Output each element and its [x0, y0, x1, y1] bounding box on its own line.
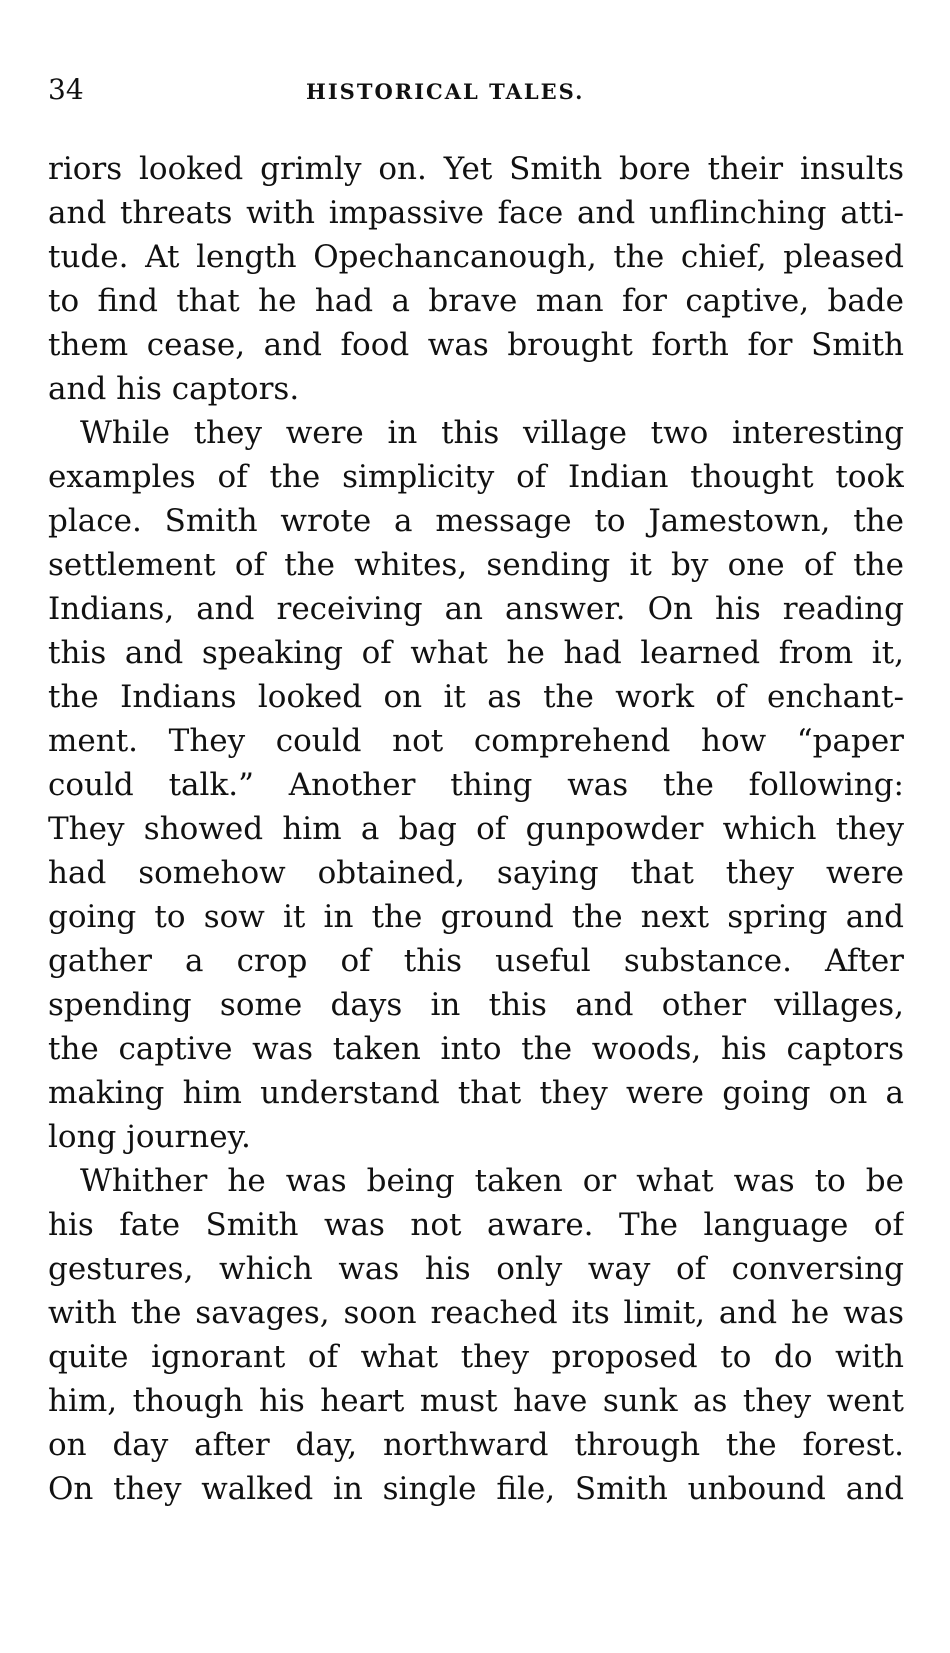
text-line: settlement of the whites, sending it by one of the — [48, 547, 904, 583]
text-line: quite ignorant of what they proposed to do with — [48, 1339, 904, 1375]
text-line: On they walked in single file, Smith unbound and — [48, 1471, 904, 1507]
text-line: ment. They could not comprehend how “paper — [48, 723, 904, 759]
paragraph-3 — [48, 1159, 904, 1511]
text-line: them cease, and food was brought forth for Smith — [48, 327, 904, 363]
paragraph-2 — [48, 411, 904, 1159]
text-line: riors looked grimly on. Yet Smith bore their insults — [48, 151, 904, 187]
text-line: While they were in this village two interesting — [80, 415, 904, 451]
text-line: and threats with impassive face and unflinching atti- — [48, 195, 904, 231]
text-line: going to sow it in the ground the next spring and — [48, 899, 904, 935]
page-number: 34 — [48, 73, 84, 106]
text-line: They showed him a bag of gunpowder which they — [48, 811, 904, 847]
text-line: him, though his heart must have sunk as they went — [48, 1383, 904, 1419]
text-line: place. Smith wrote a message to Jamestown, the — [48, 503, 904, 539]
paragraph-1 — [48, 147, 904, 411]
text-line: Whither he was being taken or what was to be — [80, 1163, 904, 1199]
text-line: Indians, and receiving an answer. On his reading — [48, 591, 904, 627]
text-line: and his captors. — [48, 371, 300, 407]
text-line: making him understand that they were going on a — [48, 1075, 904, 1111]
text-line: the Indians looked on it as the work of enchant- — [48, 679, 904, 715]
text-line: this and speaking of what he had learned from it, — [48, 635, 904, 671]
text-line: to find that he had a brave man for captive, bade — [48, 283, 904, 319]
text-line: his fate Smith was not aware. The language of — [48, 1207, 904, 1243]
body-text — [48, 147, 904, 1511]
text-line: examples of the simplicity of Indian thought took — [48, 459, 904, 495]
text-line: the captive was taken into the woods, his captors — [48, 1031, 904, 1067]
running-head: HISTORICAL TALES. — [306, 79, 585, 104]
text-line: had somehow obtained, saying that they were — [48, 855, 904, 891]
text-line: on day after day, northward through the forest. — [48, 1427, 904, 1463]
text-line: could talk.” Another thing was the following: — [48, 767, 904, 803]
text-line: gestures, which was his only way of conversing — [48, 1251, 904, 1287]
text-line: with the savages, soon reached its limit, and he was — [48, 1295, 904, 1331]
text-line: gather a crop of this useful substance. After — [48, 943, 904, 979]
page-header — [48, 70, 904, 120]
text-line: long journey. — [48, 1119, 251, 1155]
text-line: tude. At length Opechancanough, the chief, pleased — [48, 239, 904, 275]
text-line: spending some days in this and other villages, — [48, 987, 904, 1023]
